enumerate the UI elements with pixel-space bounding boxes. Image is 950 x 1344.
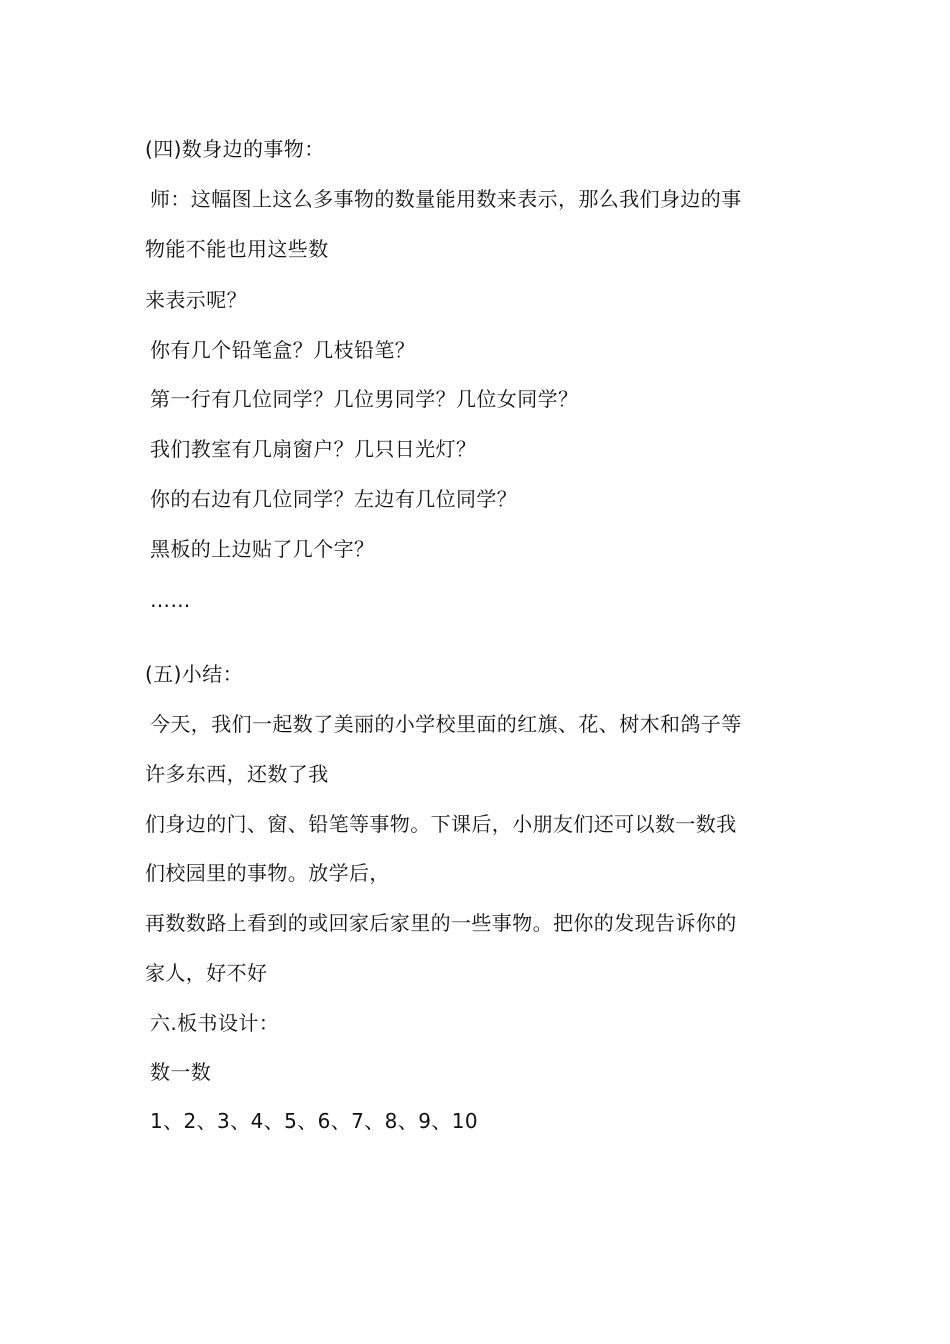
question-3: 我们教室有几扇窗户？几只日光灯？: [150, 437, 477, 461]
question-1: 你有几个铅笔盒？几枝铅笔？: [150, 338, 416, 362]
board-title: 数一数: [150, 1060, 212, 1084]
summary-line-4: 们校园里的事物。放学后，: [145, 861, 390, 885]
question-2: 第一行有几位同学？几位男同学？几位女同学？: [150, 387, 579, 411]
teacher-line-3: 来表示呢？: [145, 288, 247, 312]
section-heading-5: (五)小结：: [145, 662, 244, 686]
summary-line-2: 许多东西，还数了我: [145, 762, 329, 786]
section-heading-4: (四)数身边的事物：: [145, 137, 325, 161]
summary-line-6: 家人，好不好: [145, 961, 268, 985]
question-4: 你的右边有几位同学？左边有几位同学？: [150, 487, 518, 511]
section-heading-6: 六.板书设计：: [150, 1011, 280, 1035]
teacher-line-1: 师：这幅图上这么多事物的数量能用数来表示，那么我们身边的事: [150, 187, 742, 211]
question-5: 黑板的上边贴了几个字？: [150, 537, 375, 561]
ellipsis: ……: [150, 588, 191, 612]
summary-line-5: 再数数路上看到的或回家后家里的一些事物。把你的发现告诉你的: [145, 911, 737, 935]
board-numbers: 1、2、3、4、5、6、7、8、9、10: [150, 1109, 478, 1133]
summary-line-3: 们身边的门、窗、铅笔等事物。下课后，小朋友们还可以数一数我: [145, 812, 737, 836]
teacher-line-2: 物能不能也用这些数: [145, 237, 329, 261]
summary-line-1: 今天，我们一起数了美丽的小学校里面的红旗、花、树木和鸽子等: [150, 712, 742, 736]
